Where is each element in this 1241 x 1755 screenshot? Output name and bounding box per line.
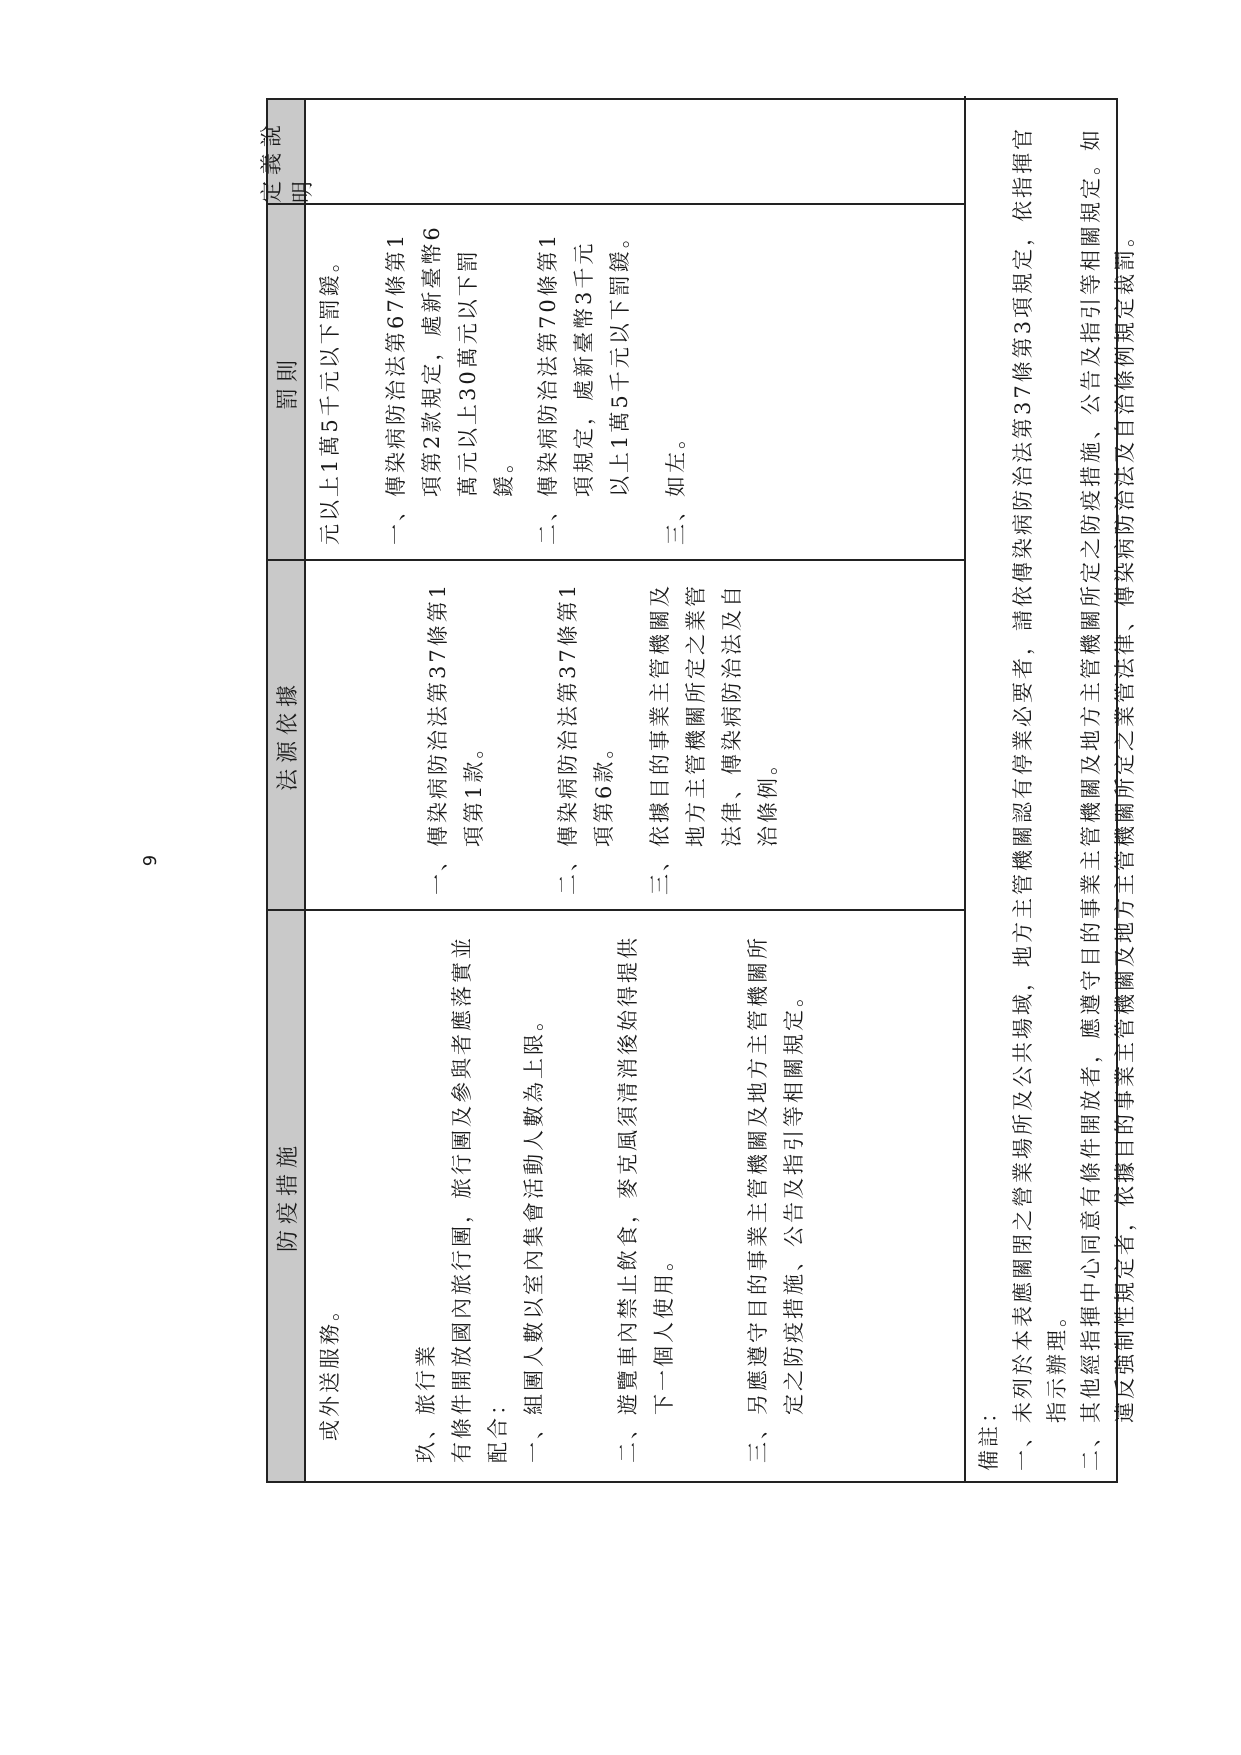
item-number: 三、 — [648, 847, 672, 895]
legal-item — [550, 575, 622, 895]
legal-basis-cell — [420, 575, 786, 895]
penalty-cell — [312, 219, 694, 545]
item-text: 傳染病防治法第70條第1項規定，處新臺幣3千元以上1萬5千元以下罰鍰。 — [536, 224, 632, 497]
item-number: 二、 — [616, 1415, 640, 1463]
penalty-intro: 元以上1萬5千元以下罰鍰。 — [318, 248, 342, 545]
item-text: 傳染病防治法第67條第1項第2款規定，處新臺幣6萬元以上30萬元以下罰鍰。 — [384, 224, 516, 497]
item-text: 傳染病防治法第37條第1項第6款。 — [556, 581, 616, 847]
notes-section — [964, 96, 1137, 1481]
measures-cell — [312, 923, 812, 1463]
note-number: 一、 — [1011, 1423, 1035, 1471]
measures-section-label: 玖、旅行業 — [414, 1343, 438, 1463]
column-divider — [306, 559, 964, 561]
legal-item — [642, 575, 786, 895]
item-number: 一、 — [384, 497, 408, 545]
header-measures: 防疫措施 — [268, 909, 306, 1481]
legal-item — [420, 575, 492, 895]
penalty-item — [378, 219, 522, 545]
item-text: 另應遵守目的事業主管機關及地方主管機關所定之防疫措施、公告及指引等相關規定。 — [746, 935, 806, 1415]
measures-intro: 或外送服務。 — [318, 1297, 342, 1441]
column-divider — [306, 203, 964, 205]
header-legal-basis: 法源依據 — [268, 559, 306, 909]
regulation-table — [260, 98, 1137, 1483]
item-text: 遊覽車內禁止飲食，麥克風須清消後始得提供下一個人使用。 — [616, 935, 676, 1415]
penalty-item — [658, 219, 694, 545]
note-text: 其他經指揮中心同意有條件開放者，應遵守目的事業主管機關及地方主管機關所定之防疫措施、公告及指引等相關規定。如違反強制性規定者，依據目的事業主管機關及地方主管機關所定之業管法律、傳染病防治法及自治條例規定裁罰。 — [1079, 127, 1137, 1423]
measures-item — [740, 923, 812, 1463]
measures-item — [610, 923, 682, 1463]
note-text: 未列於本表應關閉之營業場所及公共場域，地方主管機關認有停業必要者，請依傳染病防治法第37條第3項規定，依指揮官指示辦理。 — [1011, 125, 1069, 1423]
item-number: 三、 — [746, 1415, 770, 1463]
header-penalty: 罰則 — [268, 203, 306, 559]
column-divider — [306, 909, 964, 911]
item-text: 依據目的事業主管機關及地方主管機關所定之業管法律、傳染病防治法及自治條例。 — [648, 583, 780, 847]
header-definition: 定義說明 — [268, 100, 306, 203]
item-text: 傳染病防治法第37條第1項第1款。 — [426, 581, 486, 847]
item-text: 如左。 — [664, 425, 688, 497]
item-number: 一、 — [522, 1415, 546, 1463]
note-item — [1074, 106, 1142, 1471]
measures-item — [516, 923, 552, 1463]
note-number: 二、 — [1079, 1423, 1103, 1471]
item-number: 一、 — [426, 847, 450, 895]
note-item — [1006, 106, 1074, 1471]
notes-label: 備註： — [977, 1399, 1001, 1471]
item-number: 三、 — [664, 497, 688, 545]
penalty-item — [530, 219, 638, 545]
item-number: 二、 — [556, 847, 580, 895]
item-text: 組團人數以室內集會活動人數為上限。 — [522, 1007, 546, 1415]
measures-section-text: 有條件開放國內旅行團，旅行團及參與者應落實並配合： — [450, 935, 510, 1463]
page-number: 9 — [140, 854, 162, 867]
item-number: 二、 — [536, 497, 560, 545]
rotated-sheet — [260, 98, 1137, 1483]
